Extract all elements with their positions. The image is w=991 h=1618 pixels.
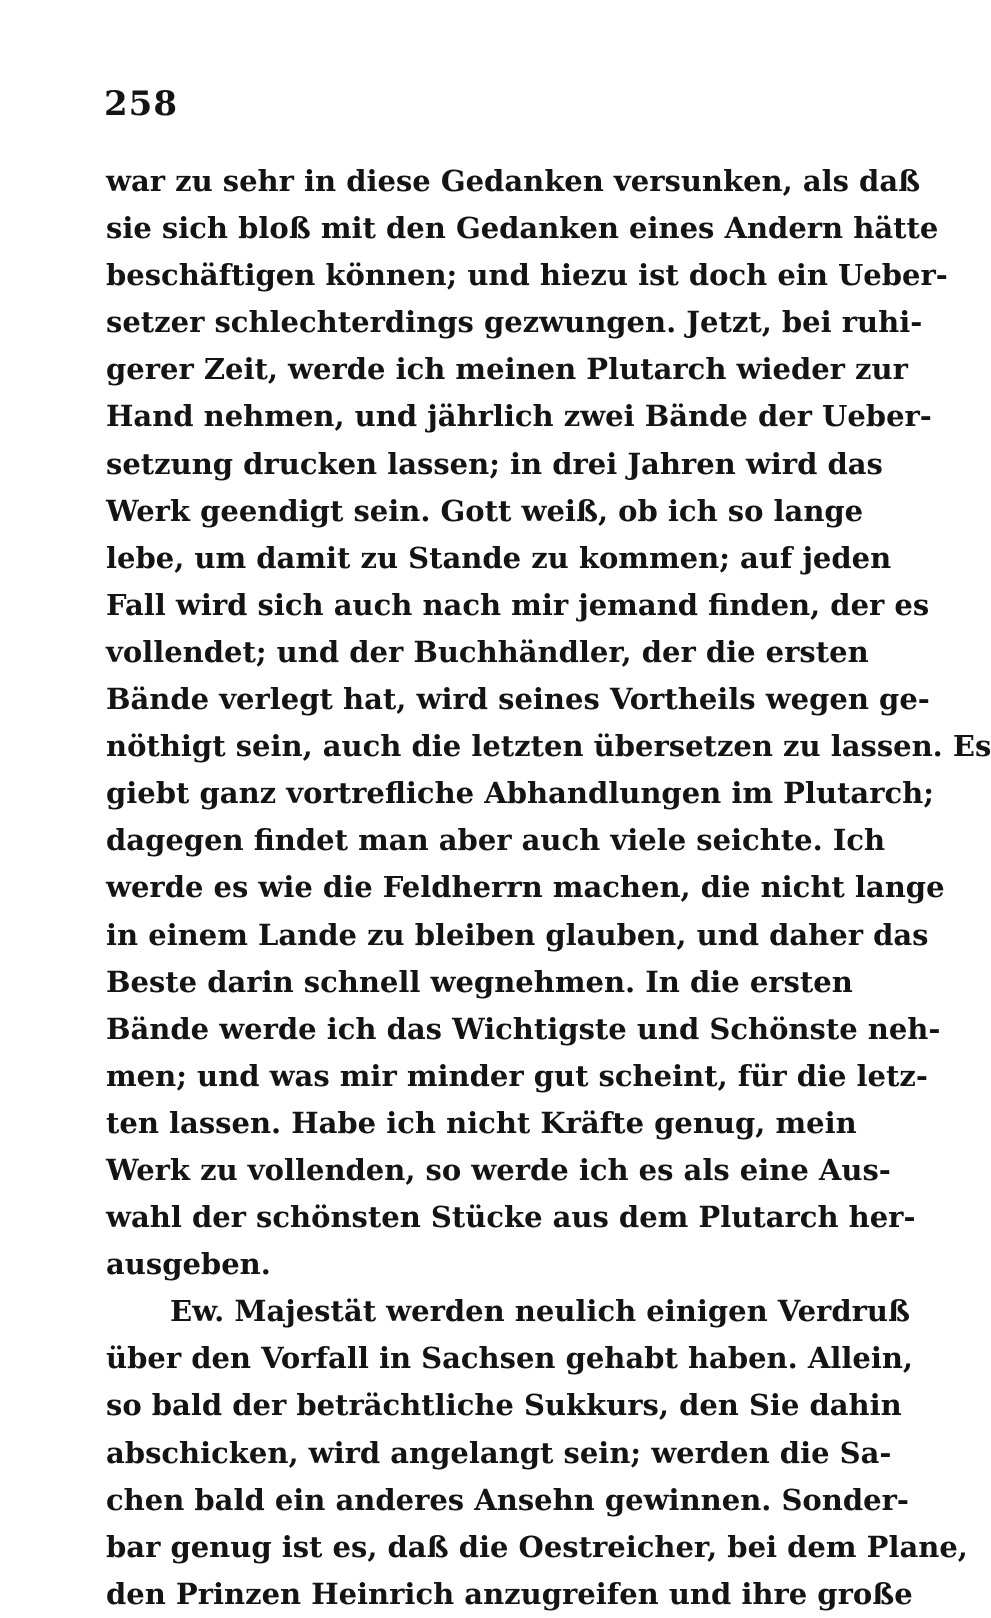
text-line: Fall wird sich auch nach mir jemand finden, der es bbox=[106, 587, 930, 622]
text-line: giebt ganz vortrefliche Abhandlungen im Plutarch; bbox=[106, 776, 934, 811]
text-line: setzung drucken lassen; in drei Jahren wird das bbox=[106, 446, 883, 481]
paragraph-start-line: Ew. Majestät werden neulich einigen Verdruß bbox=[170, 1294, 910, 1329]
text-line: vollendet; und der Buchhändler, der die ersten bbox=[106, 634, 869, 669]
text-line: Bände werde ich das Wichtigste und Schönste neh- bbox=[106, 1011, 941, 1046]
text-line: men; und was mir minder gut scheint, für die letz- bbox=[106, 1058, 928, 1093]
page-number: 258 bbox=[104, 84, 178, 124]
text-line: Bände verlegt hat, wird seines Vortheils wegen ge- bbox=[106, 682, 930, 717]
text-line: nöthigt sein, auch die letzten übersetzen zu lassen. Es bbox=[106, 729, 991, 764]
text-line: so bald der beträchtliche Sukkurs, den Sie dahin bbox=[106, 1388, 902, 1423]
text-line: wahl der schönsten Stücke aus dem Plutarch her- bbox=[106, 1200, 916, 1235]
text-line: war zu sehr in diese Gedanken versunken, als daß bbox=[106, 164, 921, 198]
text-line: Hand nehmen, und jährlich zwei Bände der Ueber- bbox=[106, 399, 932, 434]
text-line: ten lassen. Habe ich nicht Kräfte genug, mein bbox=[106, 1105, 857, 1140]
body-text bbox=[106, 158, 991, 1618]
text-line: Werk geendigt sein. Gott weiß, ob ich so lange bbox=[106, 493, 864, 528]
text-line: sie sich bloß mit den Gedanken eines Andern hätte bbox=[106, 211, 939, 246]
text-line: gerer Zeit, werde ich meinen Plutarch wieder zur bbox=[106, 352, 908, 387]
text-line: beschäftigen können; und hiezu ist doch ein Ueber- bbox=[106, 258, 948, 293]
text-line: chen bald ein anderes Ansehn gewinnen. Sonder- bbox=[106, 1482, 909, 1517]
text-line: in einem Lande zu bleiben glauben, und daher das bbox=[106, 917, 929, 952]
text-line: Werk zu vollenden, so werde ich es als eine Aus- bbox=[106, 1152, 891, 1187]
text-line: dagegen findet man aber auch viele seichte. Ich bbox=[106, 823, 886, 858]
text-line: lebe, um damit zu Stande zu kommen; auf jeden bbox=[106, 540, 892, 575]
text-line: setzer schlechterdings gezwungen. Jetzt, bei ruhi- bbox=[106, 305, 923, 340]
paragraph-end-line: ausgeben. bbox=[106, 1247, 271, 1282]
text-line: werde es wie die Feldherrn machen, die nicht lange bbox=[106, 870, 945, 905]
text-line: den Prinzen Heinrich anzugreifen und ihre große bbox=[106, 1576, 913, 1611]
text-line: Beste darin schnell wegnehmen. In die ersten bbox=[106, 964, 853, 999]
text-line: über den Vorfall in Sachsen gehabt haben. Allein, bbox=[106, 1341, 914, 1376]
text-line: bar genug ist es, daß die Oestreicher, bei dem Plane, bbox=[106, 1529, 968, 1564]
text-line: abschicken, wird angelangt sein; werden die Sa- bbox=[106, 1435, 892, 1470]
